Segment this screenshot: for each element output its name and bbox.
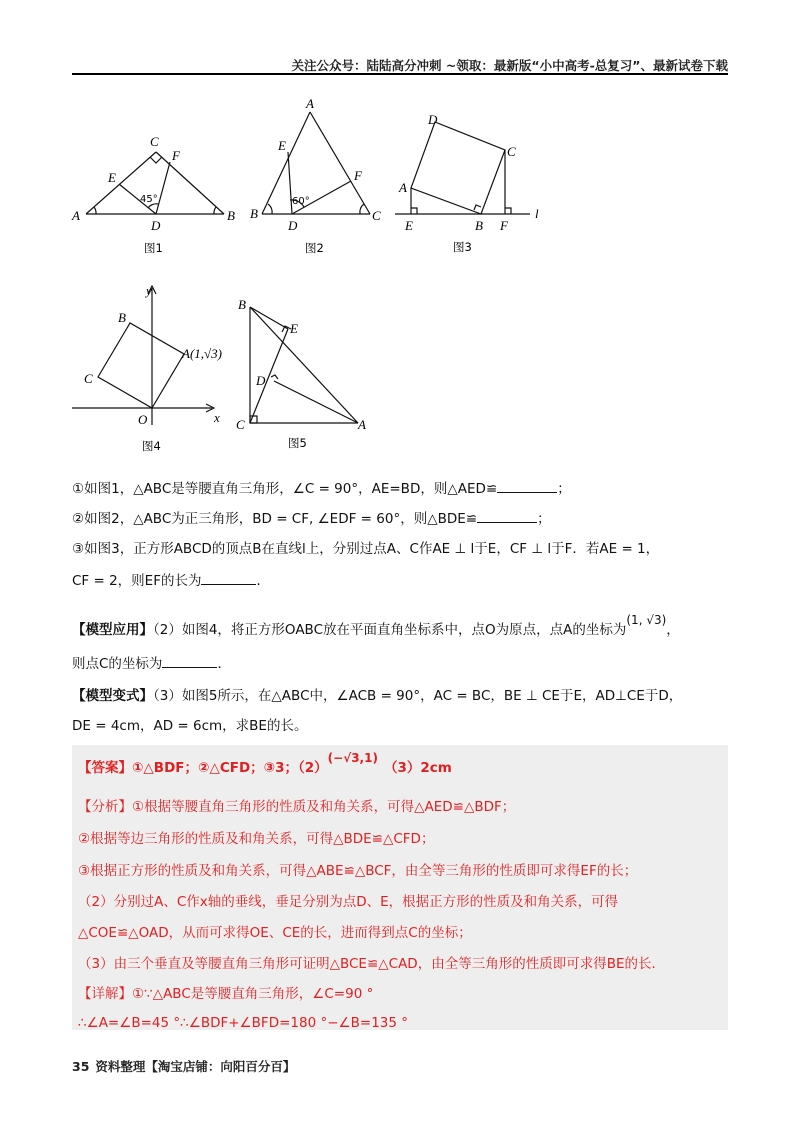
- model-application-text-cont: 则点C的坐标为: [72, 656, 163, 672]
- fig1-label-b: B: [227, 208, 235, 223]
- model-application-comma: ，: [666, 622, 680, 638]
- header-rule: [72, 73, 728, 75]
- fig3-label-f: F: [500, 218, 508, 233]
- fig4-label-a: A(1,√3): [182, 346, 222, 361]
- fig5-caption: 图5: [288, 436, 307, 450]
- question-3-cont: [72, 570, 728, 591]
- fig2-angle: 60°: [292, 196, 310, 207]
- model-variant-text: （3）如图5所示，在△ABC中，∠ACB = 90°，AC = BC，BE ⊥ CE于E，AD⊥CE于D，: [153, 688, 683, 704]
- model-variant-tag: 【模型变式】: [72, 688, 153, 704]
- fig2-label-a: A: [306, 96, 314, 111]
- analysis-line-3: ③根据正方形的性质及和角关系，可得△ABE≌△BCF，由全等三角形的性质即可求得EF的长；: [78, 863, 638, 879]
- fig1-label-e: E: [108, 170, 116, 185]
- fig3-label-c: C: [507, 144, 516, 159]
- model-application-end: ．: [217, 656, 231, 672]
- analysis-line-1: 【分析】①根据等腰直角三角形的性质及和角关系，可得△AED≌△BDF；: [78, 799, 516, 815]
- answer-blank-4: [162, 653, 217, 668]
- fig4-caption: 图4: [142, 439, 161, 453]
- fig1-label-c: C: [150, 134, 159, 149]
- fig2-label-b: B: [250, 206, 258, 221]
- fig5-label-d: D: [256, 373, 266, 388]
- fig5-label-e: E: [290, 321, 298, 336]
- model-application: [72, 613, 728, 640]
- question-3-text-cont: CF = 2，则EF的长为: [72, 573, 202, 589]
- fig1-label-d: D: [151, 218, 161, 233]
- question-1: [72, 478, 728, 499]
- answer-blank-2: [477, 508, 537, 523]
- fig3-label-e: E: [405, 218, 413, 233]
- figure-2: [250, 96, 400, 260]
- footer-text: 资料整理【淘宝店铺：向阳百分百】: [95, 1059, 296, 1074]
- fig5-label-b: B: [238, 297, 246, 312]
- answer-text: ①△BDF；②△CFD；③3；（2）: [132, 760, 328, 776]
- model-variant-cont: [72, 716, 728, 736]
- question-1-text: ①如图1，△ABC是等腰直角三角形，∠C = 90°，AE=BD，则△AED≌: [72, 481, 498, 497]
- question-2: [72, 508, 728, 529]
- analysis-line-6: （3）由三个垂直及等腰直角三角形可证明△BCE≌△CAD，由全等三角形的性质即可求得BE的长．: [78, 956, 665, 972]
- question-3-text: ③如图3，正方形ABCD的顶点B在直线l上，分别过点A、C作AE ⊥ l于E，CF ⊥ l于F．若AE = 1，: [72, 541, 660, 557]
- question-2-text: ②如图2，△ABC为正三角形，BD = CF, ∠EDF = 60°，则△BDE≌: [72, 511, 478, 527]
- fig3-label-b: B: [475, 218, 483, 233]
- fig2-caption: 图2: [305, 241, 324, 255]
- question-3: [72, 539, 728, 559]
- fig1-caption: 图1: [144, 241, 163, 255]
- fig5-label-c: C: [236, 417, 245, 432]
- figure-4: [72, 280, 242, 455]
- model-application-coord: (1, √3): [626, 613, 667, 627]
- question-3-end: ．: [256, 573, 270, 589]
- analysis-line-4: （2）分别过A、C作x轴的垂线，垂足分别为点D、E，根据正方形的性质及和角关系，可得: [78, 894, 619, 910]
- figure-3: [395, 110, 555, 260]
- analysis-line-5: △COE≌△OAD，从而可求得OE、CE的长，进而得到点C的坐标；: [78, 925, 472, 941]
- model-variant-text-cont: DE = 4cm，AD = 6cm，求BE的长。: [72, 718, 308, 734]
- fig3-label-l: l: [535, 206, 539, 221]
- fig2-label-f: F: [354, 168, 362, 183]
- detail-line-1: 【详解】①∵△ABC是等腰直角三角形，∠C=90 °: [78, 986, 374, 1002]
- page-header: 关注公众号：陆陆高分冲刺 ~领取：最新版“小中高考-总复习”、最新试卷下载: [291, 58, 728, 73]
- fig2-label-e: E: [278, 138, 286, 153]
- answer-blank-1: [497, 478, 557, 493]
- answer-tail: （3）2cm: [383, 760, 452, 776]
- fig2-label-d: D: [288, 218, 298, 233]
- page-number: 35: [72, 1059, 90, 1074]
- page-footer: [72, 1057, 295, 1075]
- model-application-tag: 【模型应用】: [72, 622, 153, 638]
- fig3-label-a: A: [399, 180, 407, 195]
- fig1-label-a: A: [72, 208, 80, 223]
- detail-line-2: ∴∠A=∠B=45 °∴∠BDF+∠BFD=180 °−∠B=135 °: [78, 1015, 408, 1031]
- figure-5: [230, 295, 380, 455]
- answer-tag: 【答案】: [78, 760, 132, 776]
- fig4-label-y: y: [146, 283, 152, 298]
- model-application-text: （2）如图4，将正方形OABC放在平面直角坐标系中，点O为原点，点A的坐标为: [153, 622, 627, 638]
- fig4-label-o: O: [138, 412, 148, 427]
- fig4-label-x: x: [214, 410, 220, 425]
- question-2-end: ；: [537, 511, 551, 527]
- fig1-angle: 45°: [140, 194, 158, 205]
- answer-coord: (−√3,1): [327, 751, 378, 765]
- figure-1: [72, 130, 242, 260]
- answer-blank-3: [201, 570, 256, 585]
- fig1-label-f: F: [172, 148, 180, 163]
- analysis-line-2: ②根据等边三角形的性质及和角关系，可得△BDE≌△CFD；: [78, 831, 435, 847]
- answer-line: [78, 751, 728, 778]
- model-application-cont: [72, 653, 728, 674]
- fig2-label-c: C: [372, 208, 381, 223]
- fig5-label-a: A: [358, 417, 366, 432]
- fig4-label-c: C: [84, 371, 93, 386]
- fig4-label-b: B: [118, 310, 126, 325]
- fig3-caption: 图3: [453, 240, 472, 254]
- model-variant: [72, 686, 728, 706]
- fig3-label-d: D: [428, 112, 438, 127]
- question-1-end: ；: [557, 481, 571, 497]
